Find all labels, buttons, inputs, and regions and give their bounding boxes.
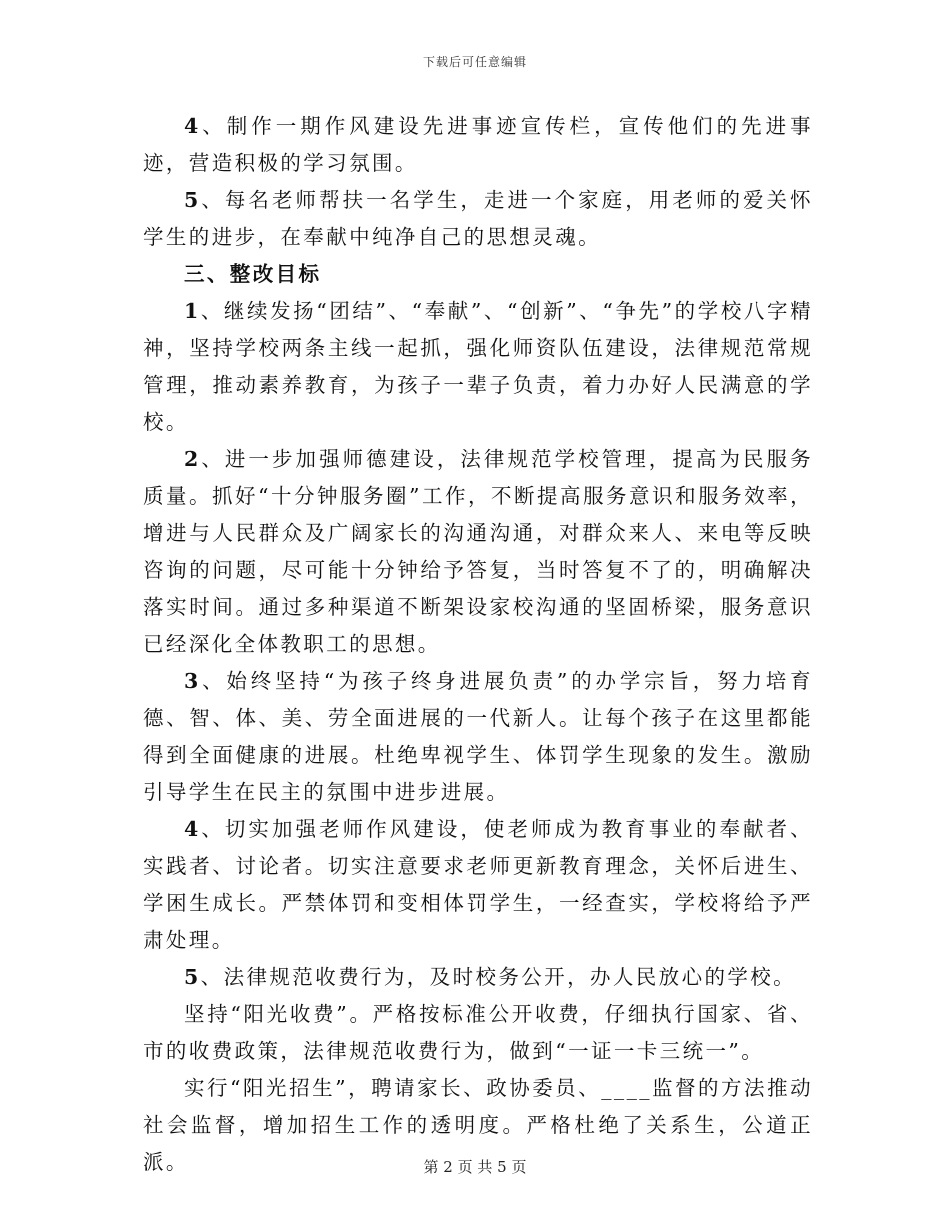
- list-item: [143, 811, 813, 959]
- page-footer: 第 2 页 共 5 页: [423, 1158, 527, 1176]
- list-item: [143, 293, 813, 441]
- item-text: 、始终坚持“为孩子终身进展负责”的办学宗旨，努力培育德、智、体、美、劳全面进展的一代新人。让每个孩子在这里都能得到全面健康的进展。杜绝卑视学生、体罚学生现象的发生。激励引导学生在民主的氛围中进步进展。: [143, 669, 813, 804]
- item-text: 、每名老师帮扶一名学生，走进一个家庭，用老师的爱关怀学生的进步，在奉献中纯净自己的思想灵魂。: [143, 188, 813, 249]
- item-text: 、继续发扬“团结”、“奉献”、“创新”、“争先”的学校八字精神，坚持学校两条主线一起抓，强化师资队伍建设，法律规范常规管理，推动素养教育，为孩子一辈子负责，着力办好人民满意的学校。: [143, 299, 813, 434]
- item-text: 、切实加强老师作风建设，使老师成为教育事业的奉献者、实践者、讨论者。切实注意要求老师更新教育理念，关怀后进生、学困生成长。严禁体罚和变相体罚学生，一经查实，学校将给予严肃处理。: [143, 817, 813, 952]
- paragraph: 坚持“阳光收费”。严格按标准公开收费，仔细执行国家、省、市的收费政策，法律规范收费行为，做到“一证一卡三统一”。: [143, 1002, 813, 1063]
- item-number: 5: [184, 188, 201, 212]
- item-number: 1: [184, 299, 201, 323]
- item-text: 、法律规范收费行为，及时校务公开，办人民放心的学校。: [200, 965, 797, 989]
- paragraph: 实行“阳光招生”，聘请家长、政协委员、____监督的方法推动社会监督，增加招生工作的透明度。严格杜绝了关系生，公道正派。: [143, 1076, 813, 1174]
- item-number: 3: [184, 669, 201, 693]
- item-number: 5: [184, 965, 201, 989]
- list-item: [143, 182, 813, 256]
- list-item: [143, 959, 813, 996]
- item-number: 4: [184, 817, 201, 841]
- section-heading: 三、整改目标: [184, 262, 322, 286]
- page-header: 下载后可任意编辑: [422, 55, 527, 69]
- item-text: 、制作一期作风建设先进事迹宣传栏，宣传他们的先进事迹，营造积极的学习氛围。: [143, 114, 813, 175]
- list-item: [143, 108, 813, 182]
- document-body: [143, 108, 813, 1181]
- item-number: 2: [184, 447, 201, 471]
- item-number: 4: [184, 114, 201, 138]
- list-item: [143, 441, 813, 663]
- list-item: [143, 663, 813, 811]
- item-text: 、进一步加强师德建设，法律规范学校管理，提高为民服务质量。抓好“十分钟服务圈”工作，不断提高服务意识和服务效率，增进与人民群众及广阔家长的沟通沟通，对群众来人、来电等反映咨询的问题，尽可能十分钟给予答复，当时答复不了的，明确解决落实时间。通过多种渠道不断架设家校沟通的坚固桥梁，服务意识已经深化全体教职工的思想。: [143, 447, 813, 656]
